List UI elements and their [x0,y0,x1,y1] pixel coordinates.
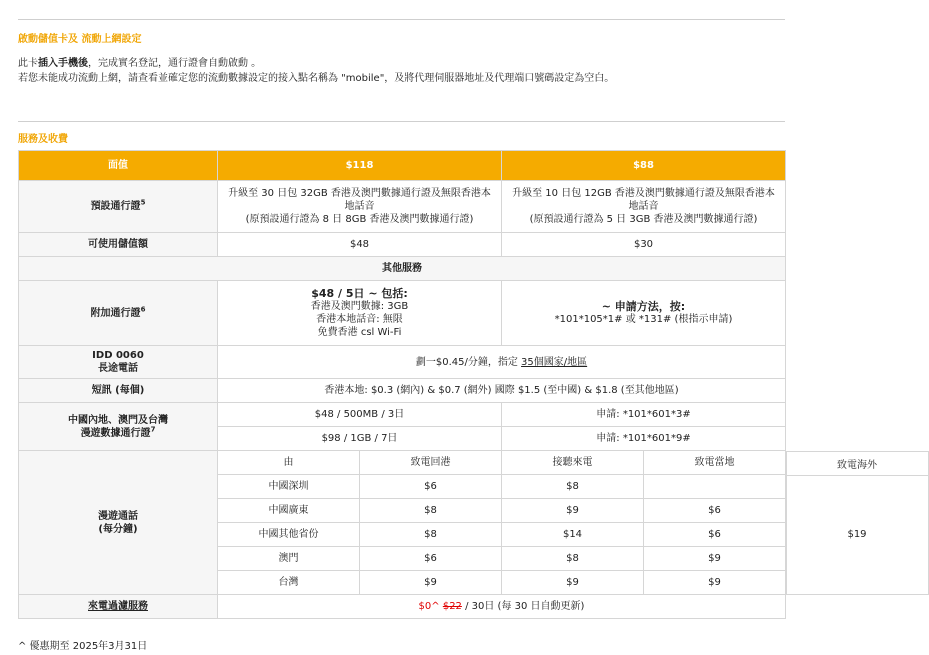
idd-countries-link[interactable]: 35個國家/地區 [521,356,588,368]
roaming-data-apply-2: 申請: *101*601*9# [502,427,786,451]
table-row: 中國廣東 $8 $9 $6 [19,499,786,523]
roaming-data-plan-2: $98 / 1GB / 7日 [218,427,502,451]
addon-pass-apply: ~ 申請方法，按: *101*105*1# 或 *131# (根指示申請) [502,281,786,346]
col-from: 由 [218,451,360,475]
idd-rate: 劃一$0.45/分鐘，指定 35個國家/地區 [218,346,786,379]
roaming-calls-label: 漫遊通話 (每分鐘) [19,451,218,595]
call-filter-label[interactable]: 來電過濾服務 [19,595,218,619]
stored-value-row [19,233,786,257]
table-row: 台灣 $9 $9 $9 [19,571,786,595]
table-row: 中國其他省份 $8 $14 $6 [19,523,786,547]
roaming-data-plan-1: $48 / 500MB / 3日 [218,403,502,427]
header-face-value: 面值 [19,151,218,181]
section-divider [18,121,785,122]
table-row: 澳門 $6 $8 $9 [19,547,786,571]
footnote: ^ 優惠期至 2025年3月31日 [18,641,148,652]
activation-line-2: 若您未能成功流動上網，請查看並確定您的流動數據設定的接入點名稱為 "mobile"，及將代理伺服器地址及代理端口號碼設定為空白。 [18,73,615,84]
sms-rate: 香港本地: $0.3 (網內) & $0.7 (網外) 國際 $1.5 (至中國) & $1.8 (至其他地區) [218,379,786,403]
header-plan-88: $88 [502,151,786,181]
activation-title: 啟動儲值卡及 流動上網設定 [18,34,142,45]
col-local: 致電當地 [644,451,786,475]
table-row: 中國深圳 $6 $8 [19,475,786,499]
call-filter-price: $0^ $22 / 30日 (每 30 日自動更新) [218,595,786,619]
other-services-heading: 其他服務 [19,257,786,281]
roaming-data-label: 中國內地、澳門及台灣 漫遊數據通行證$^7$ [19,403,218,451]
stored-value-label: 可使用儲值額 [19,233,218,257]
addon-pass-details: $48 / 5日 ~ 包括: 香港及澳門數據: 3GB 香港本地話音: 無限 免費香港 csl Wi-Fi [218,281,502,346]
default-pass-row [19,181,786,233]
top-divider [18,19,785,20]
roaming-calls-header-row [19,451,786,475]
default-pass-label: 預設通行證$^5$ [19,181,218,233]
stored-value-88: $30 [502,233,786,257]
services-table [18,150,786,619]
sms-row [19,379,786,403]
services-title: 服務及收費 [18,134,68,145]
col-receive: 接聽來電 [502,451,644,475]
header-plan-118: $118 [218,151,502,181]
col-call-hk: 致電回港 [360,451,502,475]
default-pass-118: 升級至 30 日包 32GB 香港及澳門數據通行證及無限香港本 地話音 (原預設通行證為 8 日 8GB 香港及澳門數據通行證) [218,181,502,233]
stored-value-118: $48 [218,233,502,257]
roaming-data-apply-1: 申請: *101*601*3# [502,403,786,427]
other-services-row [19,257,786,281]
call-filter-row [19,595,786,619]
idd-label: IDD 0060 長途電話 [19,346,218,379]
activation-line-1: 此卡插入手機後，完成實名登記，通行證會自動啟動 。 [18,58,262,69]
table-header-row [19,151,786,181]
roaming-data-row-1 [19,403,786,427]
default-pass-88: 升級至 10 日包 12GB 香港及澳門數據通行證及無限香港本 地話音 (原預設通行證為 5 日 3GB 香港及澳門數據通行證) [502,181,786,233]
addon-pass-label: 附加通行證$^6$ [19,281,218,346]
addon-pass-row [19,281,786,346]
sms-label: 短訊 (每個) [19,379,218,403]
idd-row [19,346,786,379]
overseas-rate-cell: $19 [786,475,929,595]
col-overseas: 致電海外 [786,451,929,476]
